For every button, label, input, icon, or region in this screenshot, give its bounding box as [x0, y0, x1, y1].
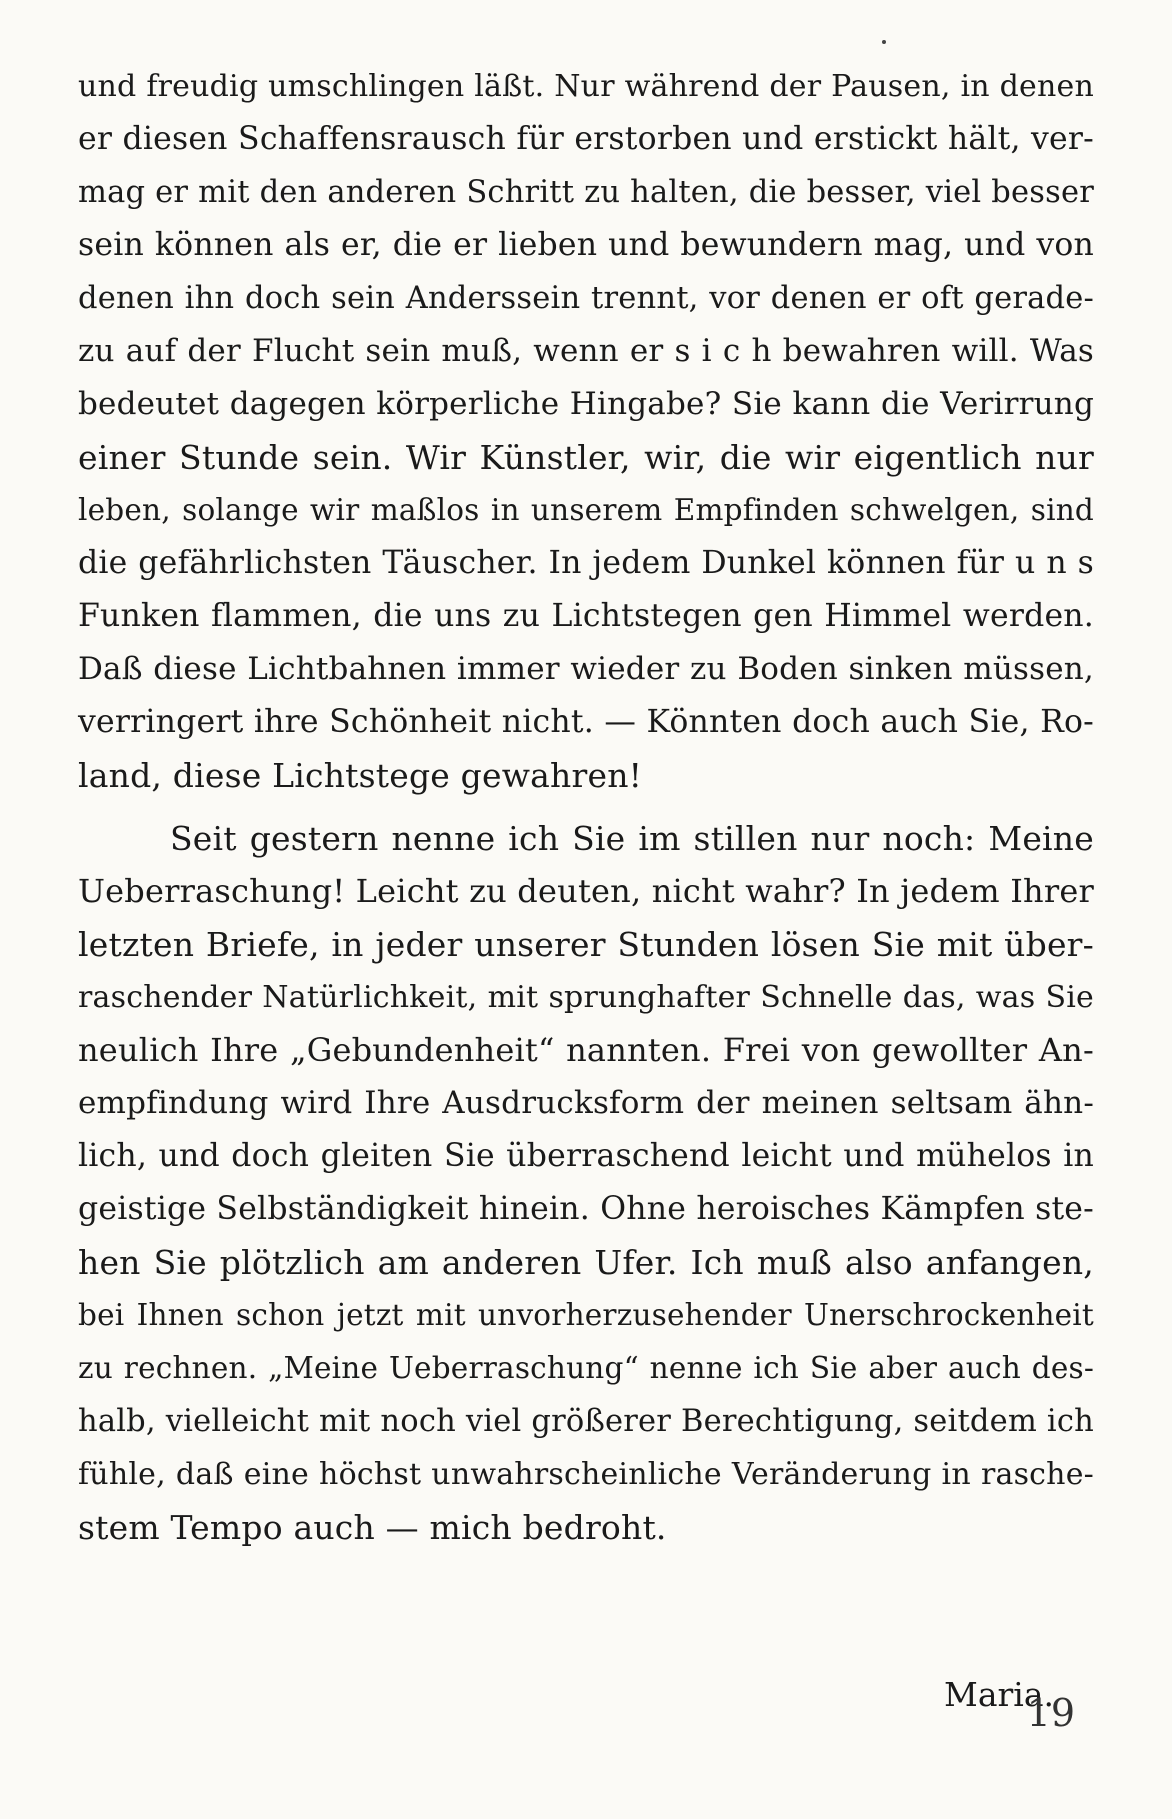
- text-line: denen ihn doch sein Anderssein trennt, vor denen er oft gerade-: [78, 281, 1094, 316]
- text-line: raschender Natürlichkeit, mit sprunghafter Schnelle das, was Sie: [78, 980, 1094, 1015]
- ink-speck: [882, 40, 886, 44]
- text-line: Funken flammen, die uns zu Lichtstegen gen Himmel werden.: [78, 598, 1094, 634]
- text-line: und freudig umschlingen läßt. Nur während der Pausen, in denen: [78, 69, 1094, 104]
- text-line: geistige Selbständigkeit hinein. Ohne heroisches Kämpfen ste-: [78, 1191, 1094, 1227]
- text-line: mag er mit den anderen Schritt zu halten, die besser, viel besser: [78, 175, 1094, 210]
- text-line: Daß diese Lichtbahnen immer wieder zu Boden sinken müssen,: [78, 651, 1094, 687]
- text-line: zu rechnen. „Meine Ueberraschung“ nenne ich Sie aber auch des-: [78, 1351, 1094, 1385]
- signature: [78, 1668, 1094, 1721]
- page-number: 19: [1026, 1691, 1075, 1735]
- text-line: sein können als er, die er lieben und bewundern mag, und von: [78, 227, 1094, 263]
- paragraph-1: [78, 60, 1094, 802]
- signature-text: Maria.: [944, 1675, 1054, 1714]
- text-line: stem Tempo auch — mich bedroht.: [78, 1508, 667, 1547]
- text-line: einer Stunde sein. Wir Künstler, wir, die wir eigentlich nur: [78, 438, 1094, 477]
- text-line: fühle, daß eine höchst unwahrscheinliche Veränderung in rasche-: [78, 1457, 1094, 1492]
- text-line: letzten Briefe, in jeder unserer Stunden lösen Sie mit über-: [78, 925, 1094, 964]
- text-line: bedeutet dagegen körperliche Hingabe? Sie kann die Verirrung: [78, 386, 1094, 422]
- text-line: zu auf der Flucht sein muß, wenn er s i c h bewahren will. Was: [78, 333, 1094, 369]
- paragraph-2: [78, 812, 1094, 1554]
- text-line: neulich Ihre „Gebundenheit“ nannten. Frei von gewollter An-: [78, 1031, 1094, 1069]
- text-line: leben, solange wir maßlos in unserem Empfinden schwelgen, sind: [78, 493, 1094, 527]
- text-line: lich, und doch gleiten Sie überraschend leicht und mühelos in: [78, 1138, 1094, 1174]
- text-line: land, diese Lichtstege gewahren!: [78, 756, 643, 795]
- text-line: Ueberraschung! Leicht zu deuten, nicht wahr? In jedem Ihrer: [78, 872, 1095, 910]
- text-line: die gefährlichsten Täuscher. In jedem Dunkel können für u n s: [78, 545, 1094, 581]
- text-line: er diesen Schaffensrausch für erstorben und erstickt hält, ver-: [78, 121, 1094, 157]
- text-line: empfindung wird Ihre Ausdrucksform der meinen seltsam ähn-: [78, 1085, 1094, 1121]
- text-line: verringert ihre Schönheit nicht. — Könnten doch auch Sie, Ro-: [78, 704, 1094, 740]
- text-line: halb, vielleicht mit noch viel größerer Berechtigung, seitdem ich: [78, 1404, 1094, 1439]
- text-line: hen Sie plötzlich am anderen Ufer. Ich muß also anfangen,: [78, 1243, 1094, 1282]
- text-line: Seit gestern nenne ich Sie im stillen nur noch: Meine: [170, 819, 1094, 858]
- text-line: bei Ihnen schon jetzt mit unvorherzusehender Unerschrockenheit: [78, 1298, 1094, 1332]
